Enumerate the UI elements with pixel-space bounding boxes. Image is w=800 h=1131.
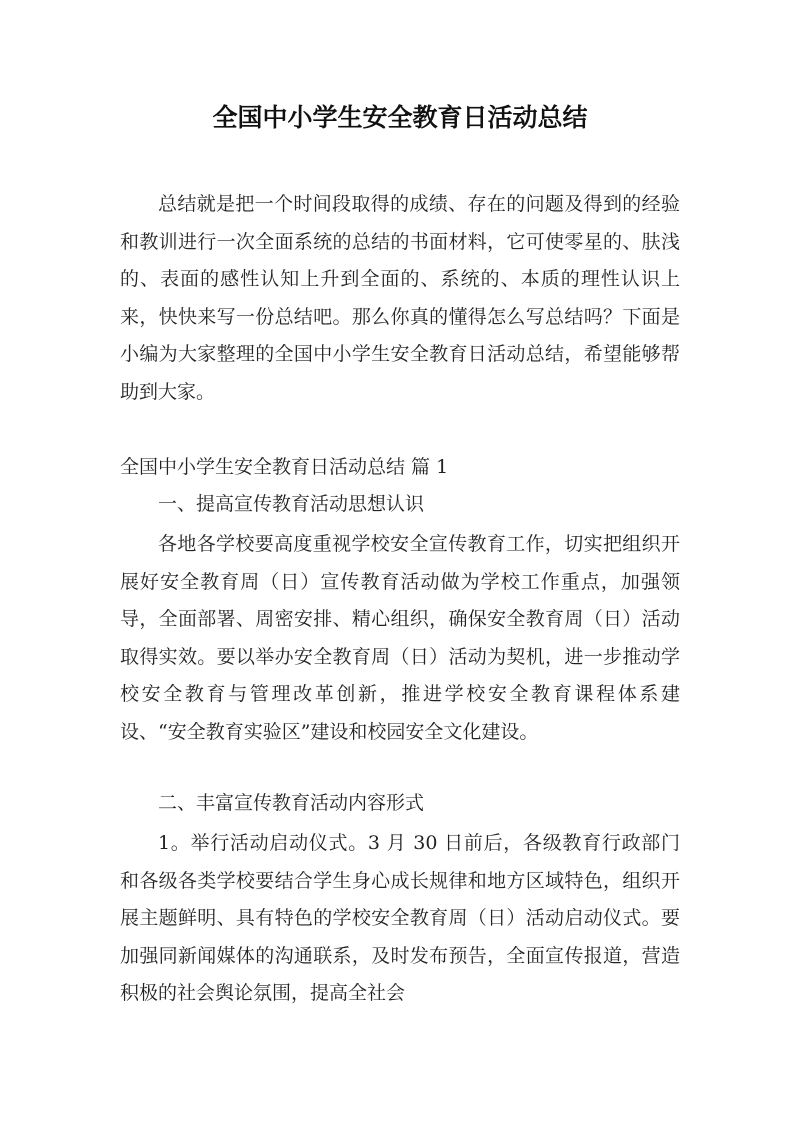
paragraph-1: 各地各学校要高度重视学校安全宣传教育工作，切实把组织开展好安全教育周（日）宣传教育活动做为学校工作重点，加强领导，全面部署、周密安排、精心组织，确保安全教育周（日）活动取得实效。要以举办安全教育周（日）活动为契机，进一步推动学校安全教育与管理改革创新，推进学校安全教育课程体系建设、“安全教育实验区”建设和校园安全文化建设。 (120, 533, 680, 743)
paragraph-2: 1。举行活动启动仪式。3 月 30 日前后，各级教育行政部门和各级各类学校要结合学生身心成长规律和地方区域特色，组织开展主题鲜明、具有特色的学校安全教育周（日）活动启动仪式。要加强同新闻媒体的沟通联系，及时发布预告，全面宣传报道，营造积极的社会舆论氛围，提高全社会 (120, 832, 680, 1004)
subheading-1: 一、提高宣传教育活动思想认识 (158, 493, 425, 515)
intro-paragraph: 总结就是把一个时间段取得的成绩、存在的问题及得到的经验和教训进行一次全面系统的总结的书面材料，它可使零星的、肤浅的、表面的感性认知上升到全面的、系统的、本质的理性认识上来，快快来写一份总结吧。那么你真的懂得怎么写总结吗？下面是小编为大家整理的全国中小学生安全教育日活动总结，希望能够帮助到大家。 (120, 193, 680, 403)
document-title: 全国中小学生安全教育日活动总结 (212, 103, 588, 132)
subheading-2: 二、丰富宣传教育活动内容形式 (158, 792, 425, 814)
section-heading: 全国中小学生安全教育日活动总结 篇 1 (120, 456, 449, 478)
